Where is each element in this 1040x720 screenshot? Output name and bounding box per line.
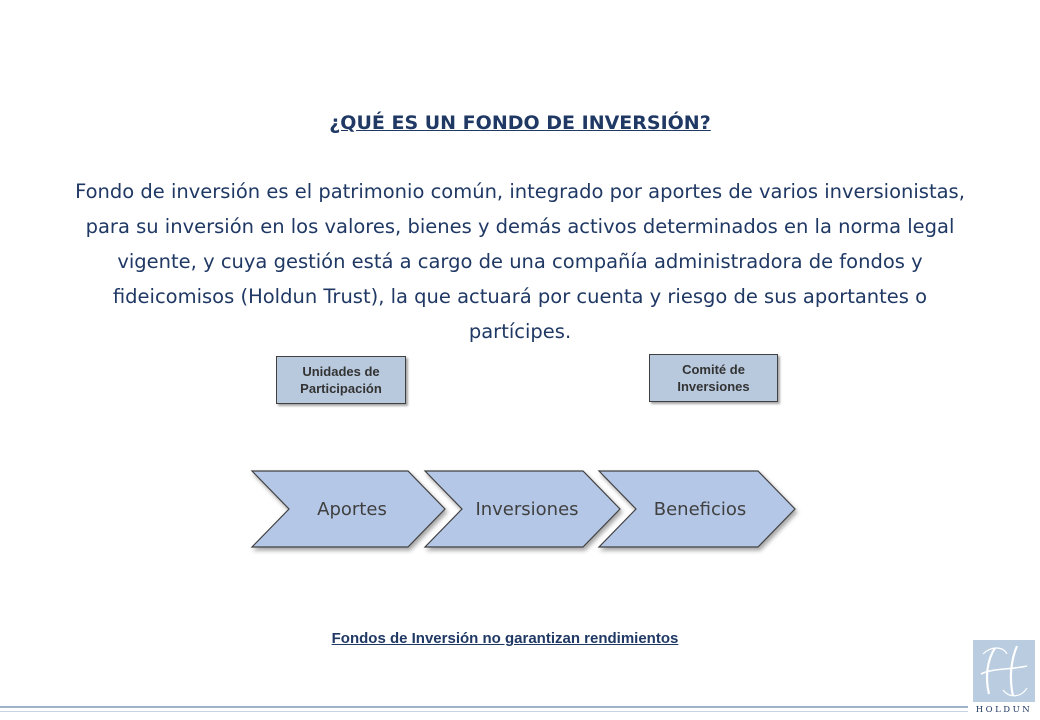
chevron-label-beneficios: Beneficios [653,499,747,520]
unidades-box-line1: Unidades de [302,364,380,379]
unidades-box-line2: Participación [300,381,382,396]
comite-box-line1: Comité de [682,362,745,377]
comite-box-line2: Inversiones [677,379,750,394]
process-chevrons [240,465,810,555]
unidades-participacion-box [276,356,406,404]
chevron-label-aportes: Aportes [317,499,387,520]
footer-divider-thin [0,711,968,712]
slide-title: ¿QUÉ ES UN FONDO DE INVERSIÓN? [329,112,711,134]
holdun-monogram-icon [973,640,1035,702]
disclaimer-text: Fondos de Inversión no garantizan rendimientos [331,630,679,647]
holdun-logo-text: HOLDUN [975,705,1033,715]
footer-divider [0,706,968,708]
definition-paragraph: Fondo de inversión es el patrimonio común, integrado por aportes de varios inversionistas, para su inversión en los valores, bienes y demás activos determinados en la norma legal vigente, y cuya gestión está a cargo de una compañía administradora de fondos y fideicomisos (Holdun Trust), la que actuará por cuenta y riesgo de sus aportantes o partícipes. [75,180,965,343]
process-flow [240,465,810,555]
comite-inversiones-box [649,354,778,402]
holdun-logo [973,640,1035,716]
chevron-label-inversiones: Inversiones [475,499,579,520]
